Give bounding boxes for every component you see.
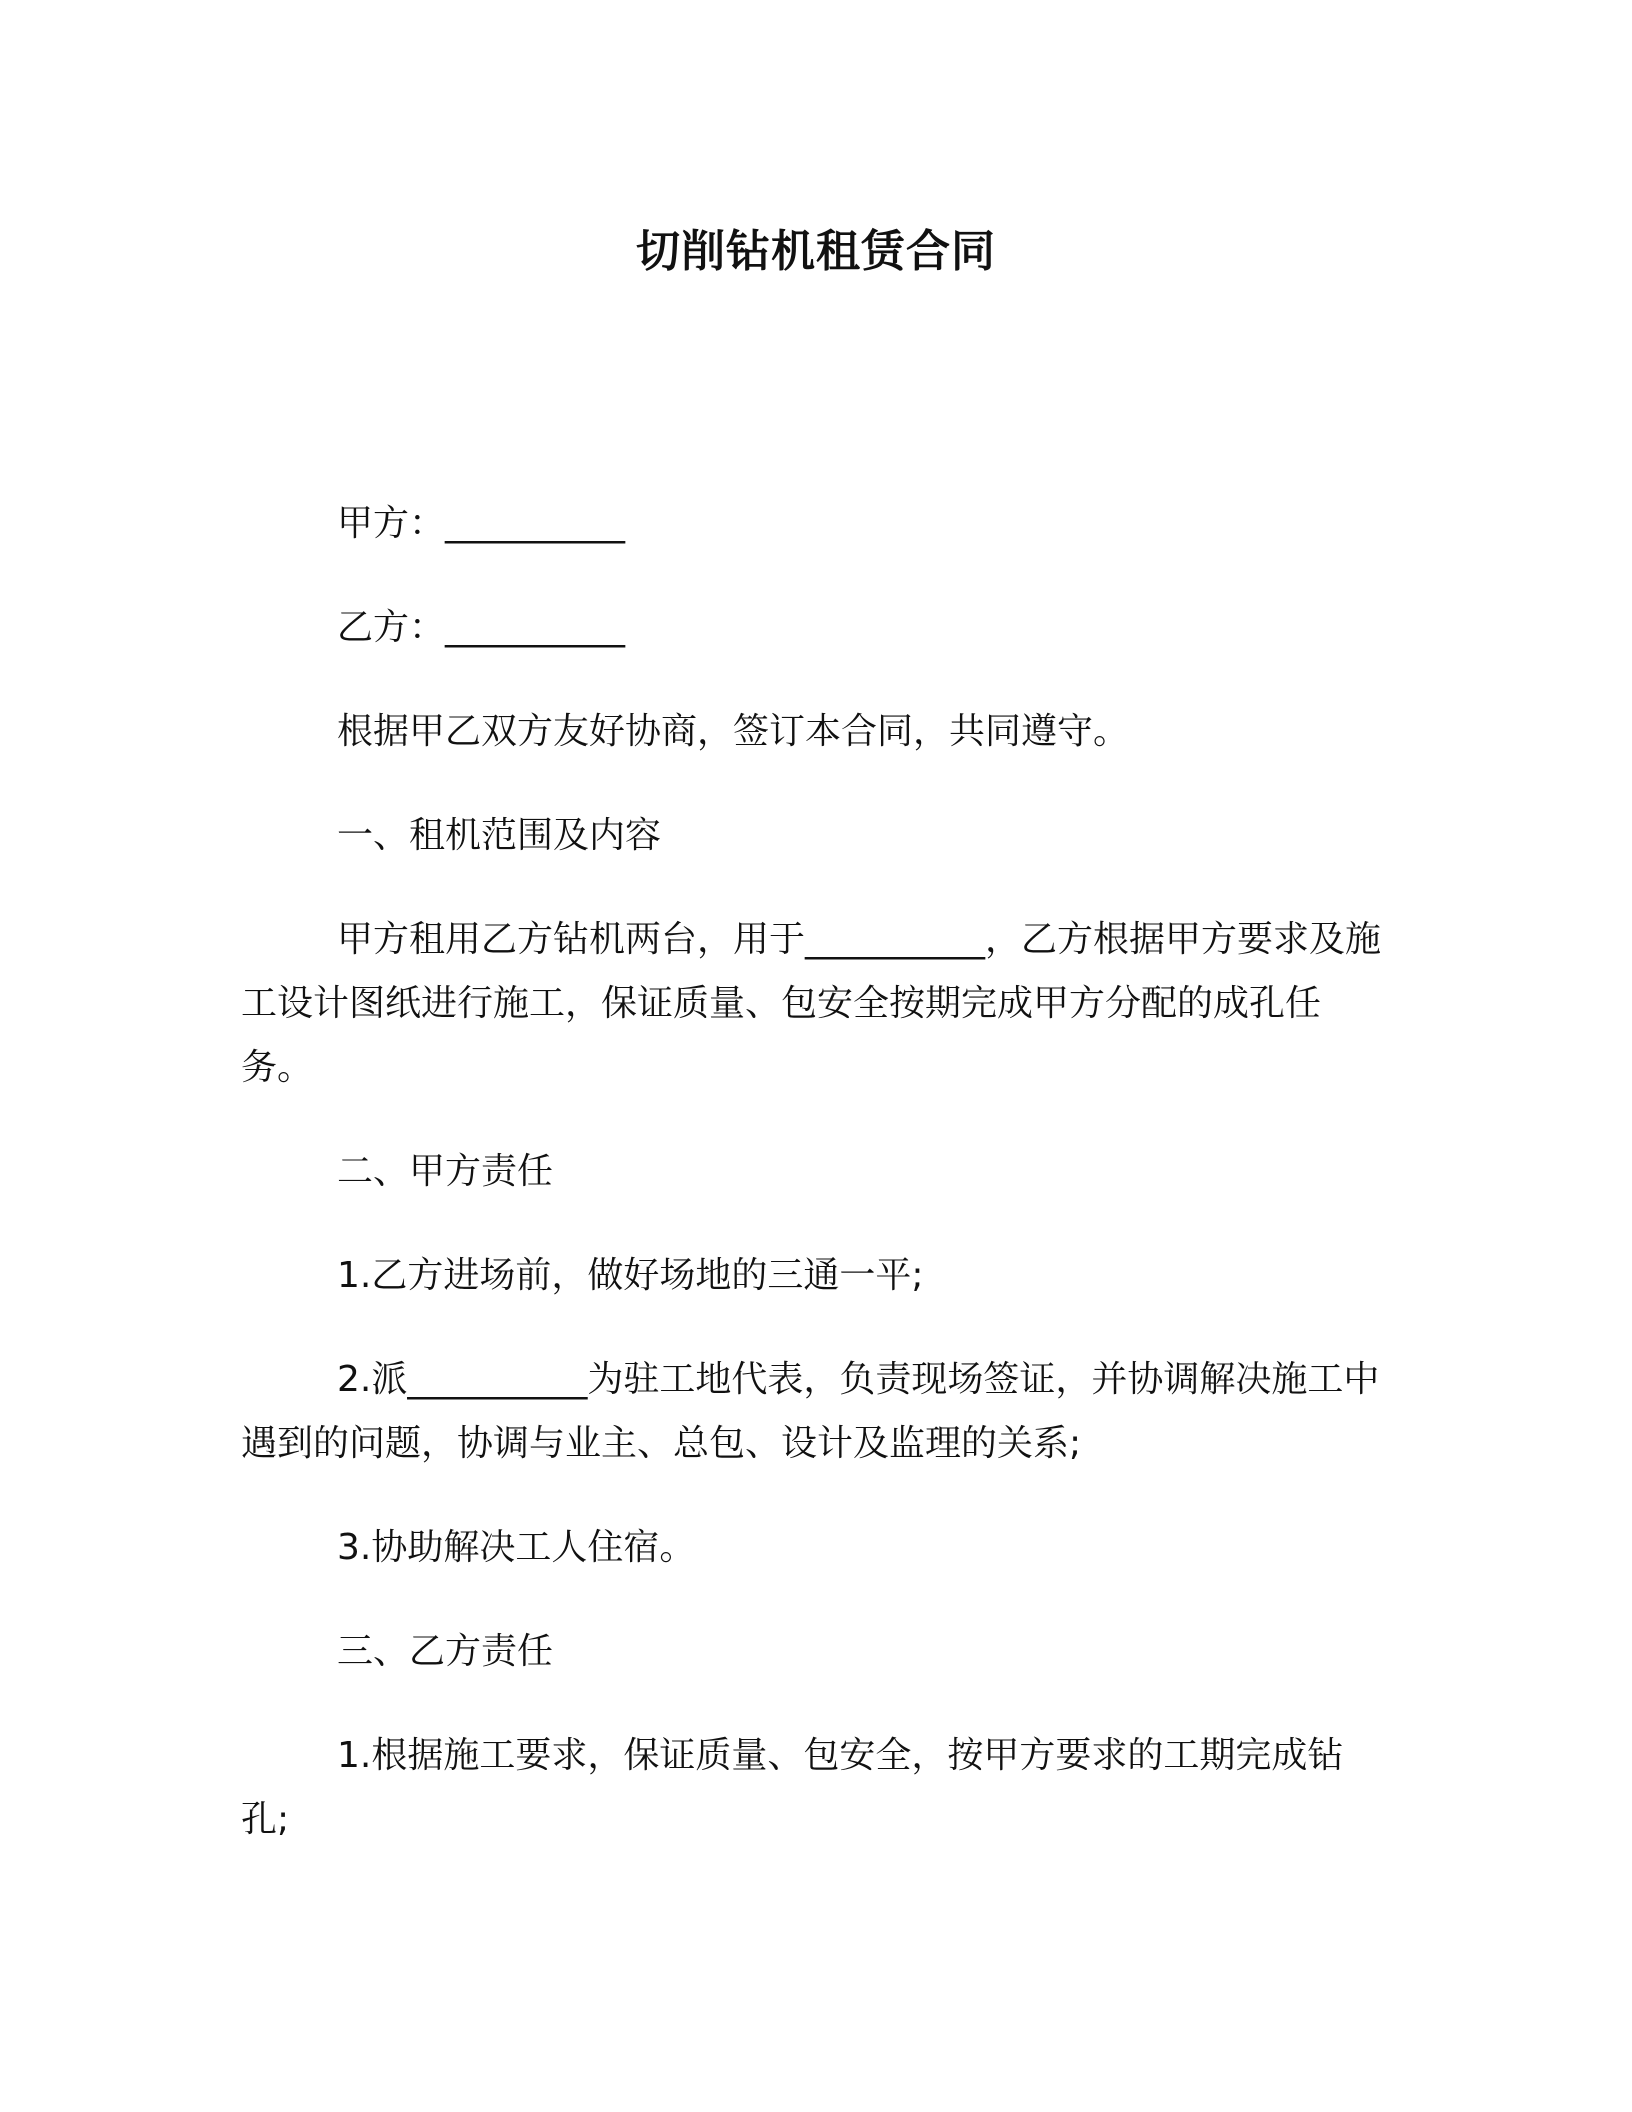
document-title: 切削钻机租赁合同 — [636, 226, 996, 277]
section-2-item-2: 2.派__________为驻工地代表，负责现场签证，并协调解决施工中遇到的问题，协调与业主、总包、设计及监理的关系; — [241, 1359, 1380, 1464]
section-2-item-3: 3.协助解决工人住宿。 — [337, 1527, 696, 1568]
document-body — [241, 492, 1381, 1892]
section-heading-1: 一、租机范围及内容 — [337, 815, 662, 856]
section-2-item-1: 1.乙方进场前，做好场地的三通一平; — [337, 1255, 924, 1296]
section-heading-2: 二、甲方责任 — [337, 1151, 554, 1192]
section-1-paragraph: 甲方租用乙方钻机两台，用于__________，乙方根据甲方要求及施工设计图纸进行施工，保证质量、包安全按期完成甲方分配的成孔任务。 — [241, 919, 1382, 1088]
party-a-line: 甲方：__________ — [337, 503, 626, 544]
section-heading-3: 三、乙方责任 — [337, 1631, 554, 1672]
preamble-paragraph: 根据甲乙双方友好协商，签订本合同，共同遵守。 — [337, 711, 1130, 752]
section-3-item-1: 1.根据施工要求，保证质量、包安全，按甲方要求的工期完成钻孔; — [241, 1735, 1344, 1840]
party-b-line: 乙方：__________ — [337, 607, 626, 648]
